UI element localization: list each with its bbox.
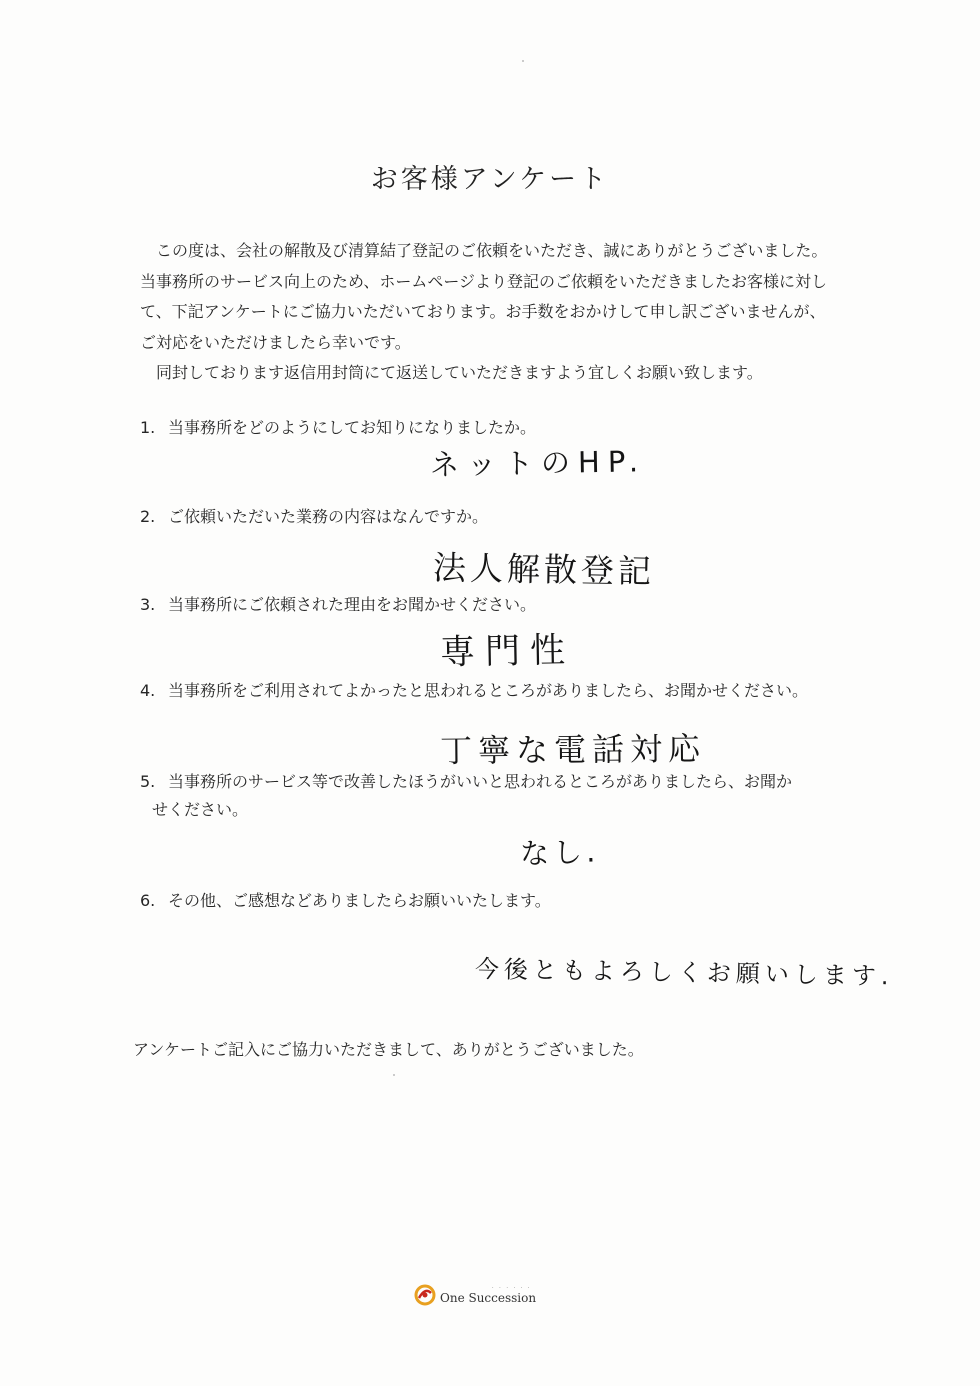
question-text-continued: せください。 — [152, 800, 249, 819]
question-text: 当事務所をどのようにしてお知りになりましたか。 — [168, 418, 537, 437]
intro-paragraph-1: この度は、会社の解散及び清算結了登記のご依頼をいただき、誠にありがとうございました。当事務所のサービス向上のため、ホームページより登記のご依頼をいただきましたお客様に対して、下記アンケートにご協力いただいております。お手数をおかけして申し訳ございませんが、ご対応をいただけましたら幸いです。 — [140, 241, 828, 352]
answer-5: なし. — [519, 834, 600, 871]
question-1 — [140, 414, 536, 442]
closing-text: アンケートご記入にご協力いただきまして、ありがとうございました。 — [133, 1040, 644, 1059]
question-text: 当事務所をご利用されてよかったと思われるところがありましたら、お聞かせください。 — [168, 681, 809, 700]
answer-2: 法人解散登記 — [432, 548, 656, 591]
scan-speck — [522, 60, 524, 62]
answer-6: 今後ともよろしくお願いします. — [474, 955, 894, 991]
question-number: 3. — [140, 595, 156, 614]
question-text: 当事務所にご依頼された理由をお聞かせください。 — [168, 595, 537, 614]
company-logo — [414, 1284, 536, 1306]
intro-text — [140, 236, 840, 389]
answer-4: 丁寧な電話対応 — [439, 729, 707, 770]
page-title: お客様アンケート — [370, 164, 610, 195]
answer-3: 専門性 — [439, 630, 576, 673]
question-3 — [140, 591, 536, 619]
question-number: 4. — [140, 681, 156, 700]
intro-paragraph-2: 同封しております返信用封筒にて返送していただきますよう宜しくお願い致します。 — [156, 363, 763, 382]
logo-name: One Succession — [440, 1291, 537, 1305]
logo-mark-icon — [414, 1284, 436, 1306]
logo-sub-mark: · · · · · · — [492, 1285, 532, 1291]
question-2 — [140, 503, 488, 531]
question-4 — [140, 677, 808, 705]
question-5 — [140, 768, 845, 824]
question-text: ご依頼いただいた業務の内容はなんですか。 — [168, 507, 489, 526]
scan-speck — [393, 1074, 395, 1076]
question-number: 1. — [140, 418, 156, 437]
question-6 — [140, 887, 551, 915]
question-number: 5. — [140, 772, 156, 791]
question-text: 当事務所のサービス等で改善したほうがいいと思われるところがありましたら、お聞か — [168, 772, 793, 791]
answer-1: ネットのHP. — [429, 444, 647, 482]
question-number: 2. — [140, 507, 156, 526]
question-number: 6. — [140, 891, 156, 910]
question-text: その他、ご感想などありましたらお願いいたします。 — [168, 891, 551, 910]
